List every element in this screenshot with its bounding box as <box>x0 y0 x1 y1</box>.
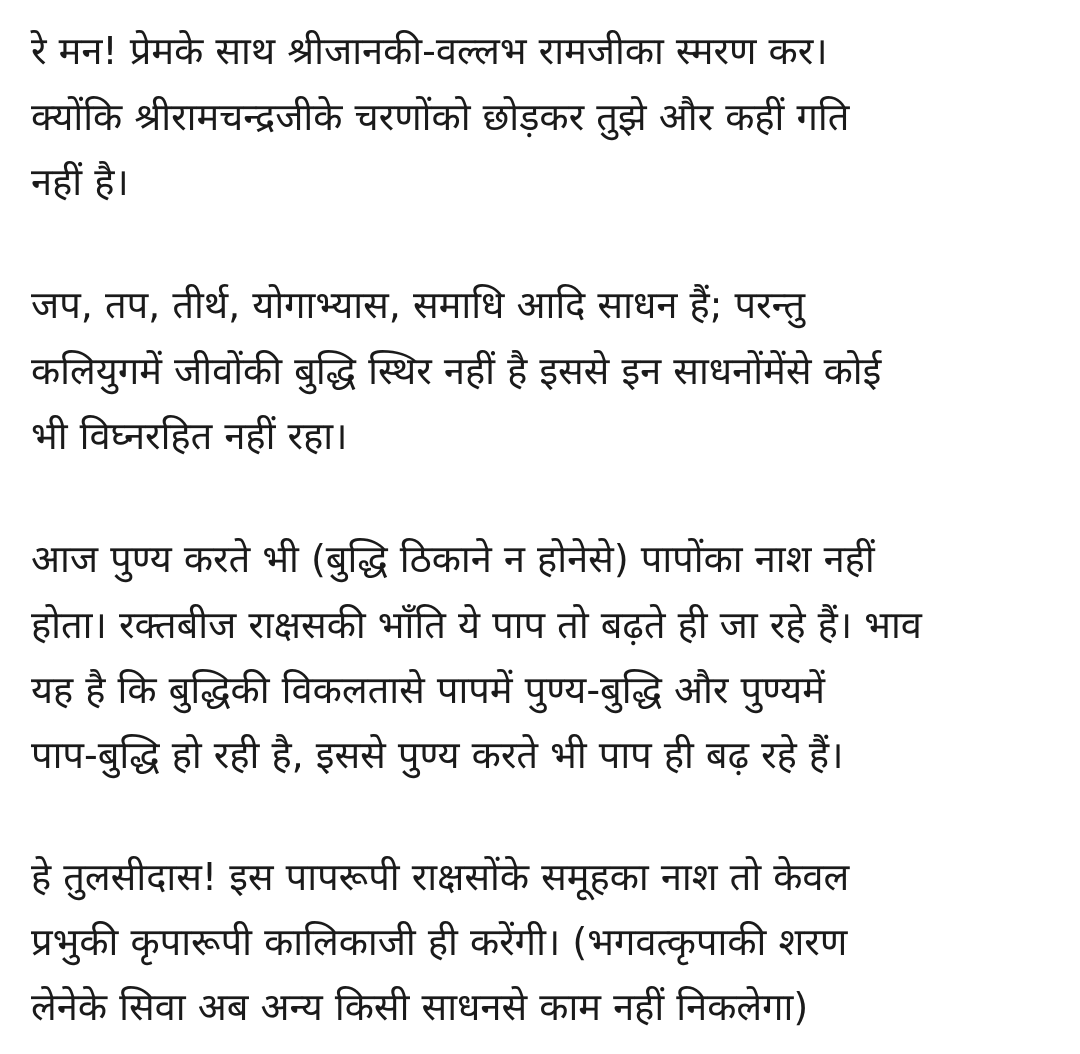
paragraph-3-line-1: आज पुण्य करते भी (बुद्धि ठिकाने न होनेसे) पापोंका नाश नहीं <box>31 537 875 581</box>
paragraph-2-line-1: जप, तप, तीर्थ, योगाभ्यास, समाधि आदि साधन हैं; परन्तु <box>31 283 806 327</box>
paragraph-1-line-1: रे मन! प्रेमके साथ श्रीजानकी-वल्लभ रामजीका स्मरण कर। <box>31 29 828 73</box>
paragraph-4-line-1: हे तुलसीदास! इस पापरूपी राक्षसोंके समूहका नाश तो केवल <box>31 855 850 899</box>
paragraph-4-line-3: लेनेके सिवा अब अन्य किसी साधनसे काम नहीं निकलेगा) <box>31 985 809 1029</box>
paragraph-3-line-3: यह है कि बुद्धिकी विकलतासे पापमें पुण्य-बुद्धि और पुण्यमें <box>31 668 825 712</box>
paragraph-3-line-2: होता। रक्तबीज राक्षसकी भाँति ये पाप तो बढ़ते ही जा रहे हैं। भाव <box>31 603 922 647</box>
paragraph-2-line-2: कलियुगमें जीवोंकी बुद्धि स्थिर नहीं है इससे इन साधनोंमेंसे कोई <box>31 349 882 393</box>
paragraph-4-line-2: प्रभुकी कृपारूपी कालिकाजी ही करेंगी। (भगवत्कृपाकी शरण <box>31 920 848 964</box>
paragraph-2-line-3: भी विघ्नरहित नहीं रहा। <box>31 414 348 458</box>
paragraph-3-line-4: पाप-बुद्धि हो रही है, इससे पुण्य करते भी पाप ही बढ़ रहे हैं। <box>31 733 844 777</box>
paragraph-1-line-2: क्योंकि श्रीरामचन्द्रजीके चरणोंको छोड़कर तुझे और कहीं गति <box>31 95 850 139</box>
paragraph-1-line-3: नहीं है। <box>31 160 129 204</box>
